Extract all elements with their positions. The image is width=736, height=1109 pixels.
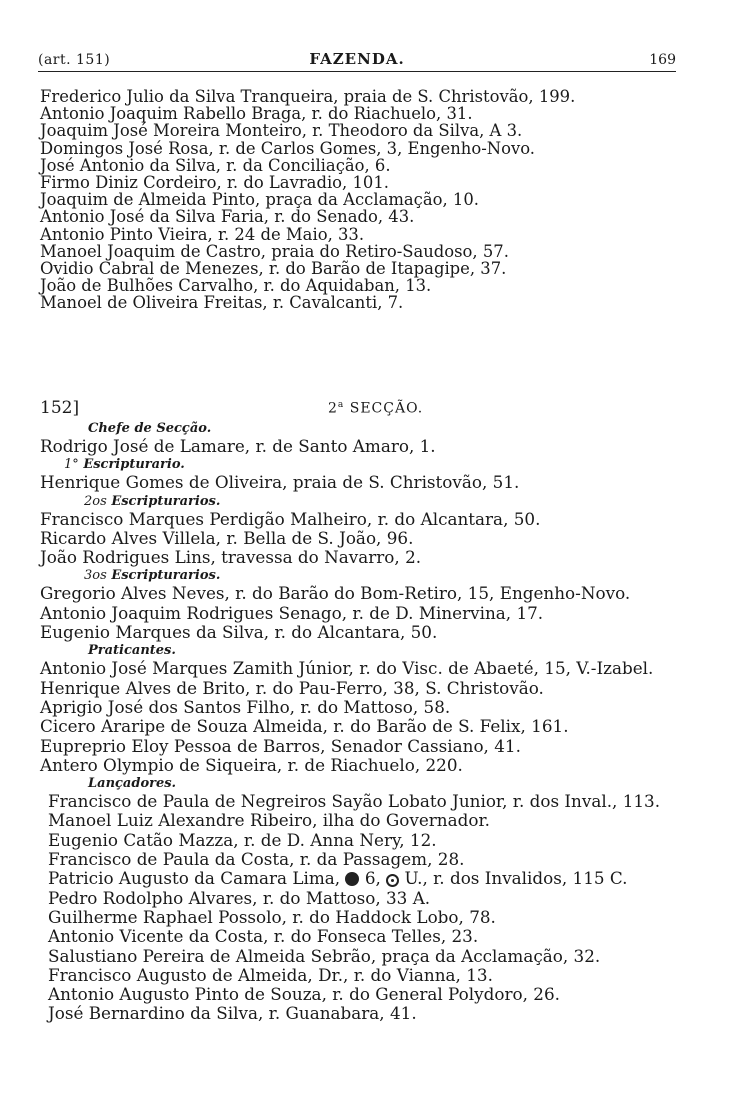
running-title: FAZENDA. xyxy=(309,50,405,68)
list-item: Francisco de Paula de Negreiros Sayão Lobato Junior, r. dos Inval., 113. xyxy=(48,791,661,812)
list-item: Eugenio Marques da Silva, r. do Alcantara, 50. xyxy=(40,622,438,643)
list-item: Antonio José Marques Zamith Júnior, r. do Visc. de Abaeté, 15, V.-Izabel. xyxy=(40,658,654,679)
subheading-chefe: Chefe de Secção. xyxy=(88,421,212,436)
section-heading xyxy=(40,398,680,420)
list-item: Ricardo Alves Villela, r. Bella de S. João, 96. xyxy=(40,527,414,548)
subheading-lancadores: Lançadores. xyxy=(88,776,177,792)
subheading-primeiro: 1° Escripturario. xyxy=(64,457,185,473)
list-item: Eugenio Catão Mazza, r. de D. Anna Nery, 12. xyxy=(48,829,437,850)
list-item: Guilherme Raphael Possolo, r. do Haddock Lobo, 78. xyxy=(48,906,496,927)
list-item: João de Bulhões Carvalho, r. do Aquidaban, 13. xyxy=(40,276,432,296)
list-item: Gregorio Alves Neves, r. do Barão do Bom-Retiro, 15, Engenho-Novo. xyxy=(40,583,631,604)
lancadores-list xyxy=(40,792,690,1024)
list-item: Francisco de Paula da Costa, r. da Passagem, 28. xyxy=(48,849,465,870)
list-item: Rodrigo José de Lamare, r. de Santo Amaro, 1. xyxy=(40,436,436,456)
list-item: Antonio Joaquim Rabello Braga, r. do Riachuelo, 31. xyxy=(40,104,473,124)
decoration-order-icon xyxy=(345,872,359,886)
list-item: Aprigio José dos Santos Filho, r. do Mattoso, 58. xyxy=(40,696,451,717)
list-item: Francisco Augusto de Almeida, Dr., r. do Vianna, 13. xyxy=(48,964,493,985)
page-number: 169 xyxy=(649,52,676,68)
list-item: Joaquim de Almeida Pinto, praça da Acclamação, 10. xyxy=(40,190,479,210)
decoration-rose-icon xyxy=(386,874,399,887)
subheading-segundos: 2os Escripturarios. xyxy=(84,493,221,509)
article-reference: (art. 151) xyxy=(38,52,111,68)
list-item: Salustiano Pereira de Almeida Sebrão, praça da Acclamação, 32. xyxy=(48,945,601,966)
list-item: Henrique Gomes de Oliveira, praia de S. Christovão, 51. xyxy=(40,472,520,493)
list-item: Frederico Julio da Silva Tranqueira, praia de S. Christovão, 199. xyxy=(40,87,576,106)
section-body xyxy=(40,420,690,1024)
list-item: Antero Olympio de Siqueira, r. de Riachuelo, 220. xyxy=(40,754,463,775)
list-item: Pedro Rodolpho Alvares, r. do Mattoso, 33 A. xyxy=(48,887,431,908)
list-item: Domingos José Rosa, r. de Carlos Gomes, 3, Engenho-Novo. xyxy=(40,138,536,158)
list-item: Francisco Marques Perdigão Malheiro, r. do Alcantara, 50. xyxy=(40,508,541,529)
header-rule xyxy=(38,71,676,73)
list-item: Eupreprio Eloy Pessoa de Barros, Senador Cassiano, 41. xyxy=(40,735,521,756)
list-item: Henrique Alves de Brito, r. do Pau-Ferro, 38, S. Christovão. xyxy=(40,677,544,698)
list-item: Cicero Araripe de Souza Almeida, r. do Barão de S. Felix, 161. xyxy=(40,716,569,737)
section-title: 2$^a$ SECÇÃO. xyxy=(328,400,424,417)
subheading-praticantes: Praticantes. xyxy=(88,643,176,659)
list-item: Antonio Vicente da Costa, r. do Fonseca Telles, 23. xyxy=(48,926,479,947)
entries-list-top xyxy=(40,88,690,312)
list-item: Manoel Luiz Alexandre Ribeiro, ilha do Governador. xyxy=(48,810,490,831)
list-item: Manoel de Oliveira Freitas, r. Cavalcanti, 7. xyxy=(40,293,404,313)
list-item: Patricio Augusto da Camara Lima, 6, U., r. dos Invalidos, 115 C. xyxy=(48,868,628,889)
list-item: Ovidio Cabral de Menezes, r. do Barão de Itapagipe, 37. xyxy=(40,259,507,279)
page-header xyxy=(38,44,676,70)
list-item: Manoel Joaquim de Castro, praia do Retiro-Saudoso, 57. xyxy=(40,241,509,261)
list-item: Joaquim José Moreira Monteiro, r. Theodoro da Silva, A 3. xyxy=(40,121,523,141)
list-item: Firmo Diniz Cordeiro, r. do Lavradio, 101. xyxy=(40,173,389,193)
subheading-terceiros: 3os Escripturarios. xyxy=(84,568,221,584)
list-item: Antonio Joaquim Rodrigues Senago, r. de D. Minervina, 17. xyxy=(40,602,544,623)
list-item: Antonio Pinto Vieira, r. 24 de Maio, 33. xyxy=(40,224,365,244)
article-number: 152] xyxy=(40,398,80,418)
list-item: José Antonio da Silva, r. da Conciliação, 6. xyxy=(40,155,391,175)
list-item: João Rodrigues Lins, travessa do Navarro, 2. xyxy=(40,547,422,568)
list-item: José Bernardino da Silva, r. Guanabara, 41. xyxy=(48,1003,417,1024)
list-item: Antonio José da Silva Faria, r. do Senado, 43. xyxy=(40,207,415,227)
list-item: Antonio Augusto Pinto de Souza, r. do General Polydoro, 26. xyxy=(48,984,560,1005)
